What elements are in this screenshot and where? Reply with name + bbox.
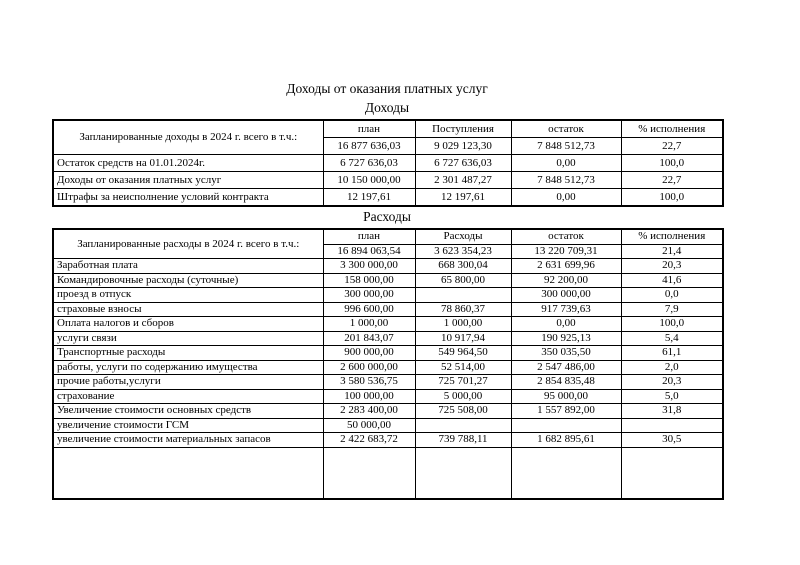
row-label-cell: услуги связи bbox=[53, 331, 323, 346]
value-cell: 16 877 636,03 bbox=[323, 138, 415, 155]
value-cell: 2 283 400,00 bbox=[323, 404, 415, 419]
income-column-header-receipts: Поступления bbox=[415, 120, 511, 138]
value-cell: 1 000,00 bbox=[415, 317, 511, 332]
table-row bbox=[53, 360, 723, 375]
empty-table-row bbox=[53, 447, 723, 499]
row-label-cell: прочие работы,услуги bbox=[53, 375, 323, 390]
value-cell bbox=[415, 288, 511, 303]
table-row bbox=[53, 302, 723, 317]
value-cell: 2 301 487,27 bbox=[415, 172, 511, 189]
value-cell: 190 925,13 bbox=[511, 331, 621, 346]
value-cell: 0,00 bbox=[511, 155, 621, 172]
row-label-cell: увеличение стоимости ГСМ bbox=[53, 418, 323, 433]
row-label-cell: увеличение стоимости материальных запасов bbox=[53, 433, 323, 448]
value-cell: 2 422 683,72 bbox=[323, 433, 415, 448]
value-cell: 12 197,61 bbox=[415, 189, 511, 207]
income-column-header-balance: остаток bbox=[511, 120, 621, 138]
value-cell: 0,0 bbox=[621, 288, 723, 303]
value-cell bbox=[511, 418, 621, 433]
value-cell: 92 200,00 bbox=[511, 273, 621, 288]
expense-table bbox=[52, 228, 724, 500]
value-cell: 300 000,00 bbox=[511, 288, 621, 303]
expense-section-title: Расходы bbox=[363, 209, 411, 224]
row-label-cell: работы, услуги по содержанию имущества bbox=[53, 360, 323, 375]
row-label-cell: проезд в отпуск bbox=[53, 288, 323, 303]
empty-cell bbox=[511, 447, 621, 499]
value-cell: 52 514,00 bbox=[415, 360, 511, 375]
document-content bbox=[52, 80, 722, 500]
value-cell: 3 623 354,23 bbox=[415, 244, 511, 259]
value-cell: 78 860,37 bbox=[415, 302, 511, 317]
value-cell: 201 843,07 bbox=[323, 331, 415, 346]
table-row bbox=[53, 433, 723, 448]
value-cell: 16 894 063,54 bbox=[323, 244, 415, 259]
value-cell: 12 197,61 bbox=[323, 189, 415, 207]
income-header-row bbox=[53, 120, 723, 138]
value-cell: 100,0 bbox=[621, 155, 723, 172]
value-cell: 31,8 bbox=[621, 404, 723, 419]
expense-total-row-label: Запланированные расходы в 2024 г. всего в т.ч.: bbox=[53, 229, 323, 259]
expense-header-row bbox=[53, 229, 723, 244]
value-cell bbox=[415, 418, 511, 433]
value-cell: 10 917,94 bbox=[415, 331, 511, 346]
empty-cell bbox=[415, 447, 511, 499]
income-section-title: Доходы bbox=[364, 100, 410, 115]
value-cell: 95 000,00 bbox=[511, 389, 621, 404]
value-cell: 1 000,00 bbox=[323, 317, 415, 332]
value-cell: 9 029 123,30 bbox=[415, 138, 511, 155]
value-cell: 1 682 895,61 bbox=[511, 433, 621, 448]
table-row bbox=[53, 273, 723, 288]
value-cell: 50 000,00 bbox=[323, 418, 415, 433]
value-cell: 158 000,00 bbox=[323, 273, 415, 288]
table-row bbox=[53, 172, 723, 189]
value-cell: 2,0 bbox=[621, 360, 723, 375]
value-cell: 7,9 bbox=[621, 302, 723, 317]
value-cell: 65 800,00 bbox=[415, 273, 511, 288]
value-cell: 100 000,00 bbox=[323, 389, 415, 404]
expense-column-header-balance: остаток bbox=[511, 229, 621, 244]
value-cell: 2 600 000,00 bbox=[323, 360, 415, 375]
row-label-cell: Оплата налогов и сборов bbox=[53, 317, 323, 332]
row-label-cell: Остаток средств на 01.01.2024г. bbox=[53, 155, 323, 172]
value-cell: 5 000,00 bbox=[415, 389, 511, 404]
value-cell: 3 300 000,00 bbox=[323, 259, 415, 274]
value-cell: 300 000,00 bbox=[323, 288, 415, 303]
value-cell: 20,3 bbox=[621, 375, 723, 390]
value-cell: 30,5 bbox=[621, 433, 723, 448]
value-cell: 350 035,50 bbox=[511, 346, 621, 361]
value-cell: 5,4 bbox=[621, 331, 723, 346]
value-cell: 7 848 512,73 bbox=[511, 138, 621, 155]
value-cell: 22,7 bbox=[621, 172, 723, 189]
row-label-cell: Транспортные расходы bbox=[53, 346, 323, 361]
table-row bbox=[53, 418, 723, 433]
table-row bbox=[53, 288, 723, 303]
value-cell: 0,00 bbox=[511, 317, 621, 332]
document-title: Доходы от оказания платных услуг bbox=[286, 81, 488, 96]
row-label-cell: страхование bbox=[53, 389, 323, 404]
value-cell: 100,0 bbox=[621, 317, 723, 332]
table-row bbox=[53, 259, 723, 274]
value-cell: 0,00 bbox=[511, 189, 621, 207]
empty-cell bbox=[323, 447, 415, 499]
row-label-cell: Увеличение стоимости основных средств bbox=[53, 404, 323, 419]
value-cell: 549 964,50 bbox=[415, 346, 511, 361]
value-cell: 1 557 892,00 bbox=[511, 404, 621, 419]
value-cell: 20,3 bbox=[621, 259, 723, 274]
value-cell: 2 631 699,96 bbox=[511, 259, 621, 274]
table-row bbox=[53, 317, 723, 332]
value-cell: 100,0 bbox=[621, 189, 723, 207]
value-cell: 6 727 636,03 bbox=[323, 155, 415, 172]
value-cell: 6 727 636,03 bbox=[415, 155, 511, 172]
value-cell: 2 854 835,48 bbox=[511, 375, 621, 390]
value-cell: 5,0 bbox=[621, 389, 723, 404]
income-total-row-label: Запланированные доходы в 2024 г. всего в т.ч.: bbox=[53, 120, 323, 155]
income-table bbox=[52, 119, 724, 207]
value-cell: 61,1 bbox=[621, 346, 723, 361]
expense-column-header-expenses: Расходы bbox=[415, 229, 511, 244]
table-row bbox=[53, 389, 723, 404]
table-row bbox=[53, 155, 723, 172]
value-cell: 725 508,00 bbox=[415, 404, 511, 419]
empty-cell bbox=[53, 447, 323, 499]
table-row bbox=[53, 404, 723, 419]
value-cell: 739 788,11 bbox=[415, 433, 511, 448]
value-cell: 7 848 512,73 bbox=[511, 172, 621, 189]
value-cell bbox=[621, 418, 723, 433]
table-row bbox=[53, 189, 723, 207]
empty-cell bbox=[621, 447, 723, 499]
value-cell: 13 220 709,31 bbox=[511, 244, 621, 259]
table-row bbox=[53, 375, 723, 390]
value-cell: 10 150 000,00 bbox=[323, 172, 415, 189]
value-cell: 725 701,27 bbox=[415, 375, 511, 390]
expense-column-header-plan: план bbox=[323, 229, 415, 244]
value-cell: 3 580 536,75 bbox=[323, 375, 415, 390]
value-cell: 917 739,63 bbox=[511, 302, 621, 317]
row-label-cell: Штрафы за неисполнение условий контракта bbox=[53, 189, 323, 207]
row-label-cell: страховые взносы bbox=[53, 302, 323, 317]
value-cell: 668 300,04 bbox=[415, 259, 511, 274]
value-cell: 22,7 bbox=[621, 138, 723, 155]
expense-column-header-percent: % исполнения bbox=[621, 229, 723, 244]
row-label-cell: Заработная плата bbox=[53, 259, 323, 274]
value-cell: 2 547 486,00 bbox=[511, 360, 621, 375]
value-cell: 41,6 bbox=[621, 273, 723, 288]
table-row bbox=[53, 331, 723, 346]
income-column-header-plan: план bbox=[323, 120, 415, 138]
income-column-header-percent: % исполнения bbox=[621, 120, 723, 138]
value-cell: 900 000,00 bbox=[323, 346, 415, 361]
value-cell: 21,4 bbox=[621, 244, 723, 259]
table-row bbox=[53, 346, 723, 361]
row-label-cell: Доходы от оказания платных услуг bbox=[53, 172, 323, 189]
row-label-cell: Командировочные расходы (суточные) bbox=[53, 273, 323, 288]
value-cell: 996 600,00 bbox=[323, 302, 415, 317]
